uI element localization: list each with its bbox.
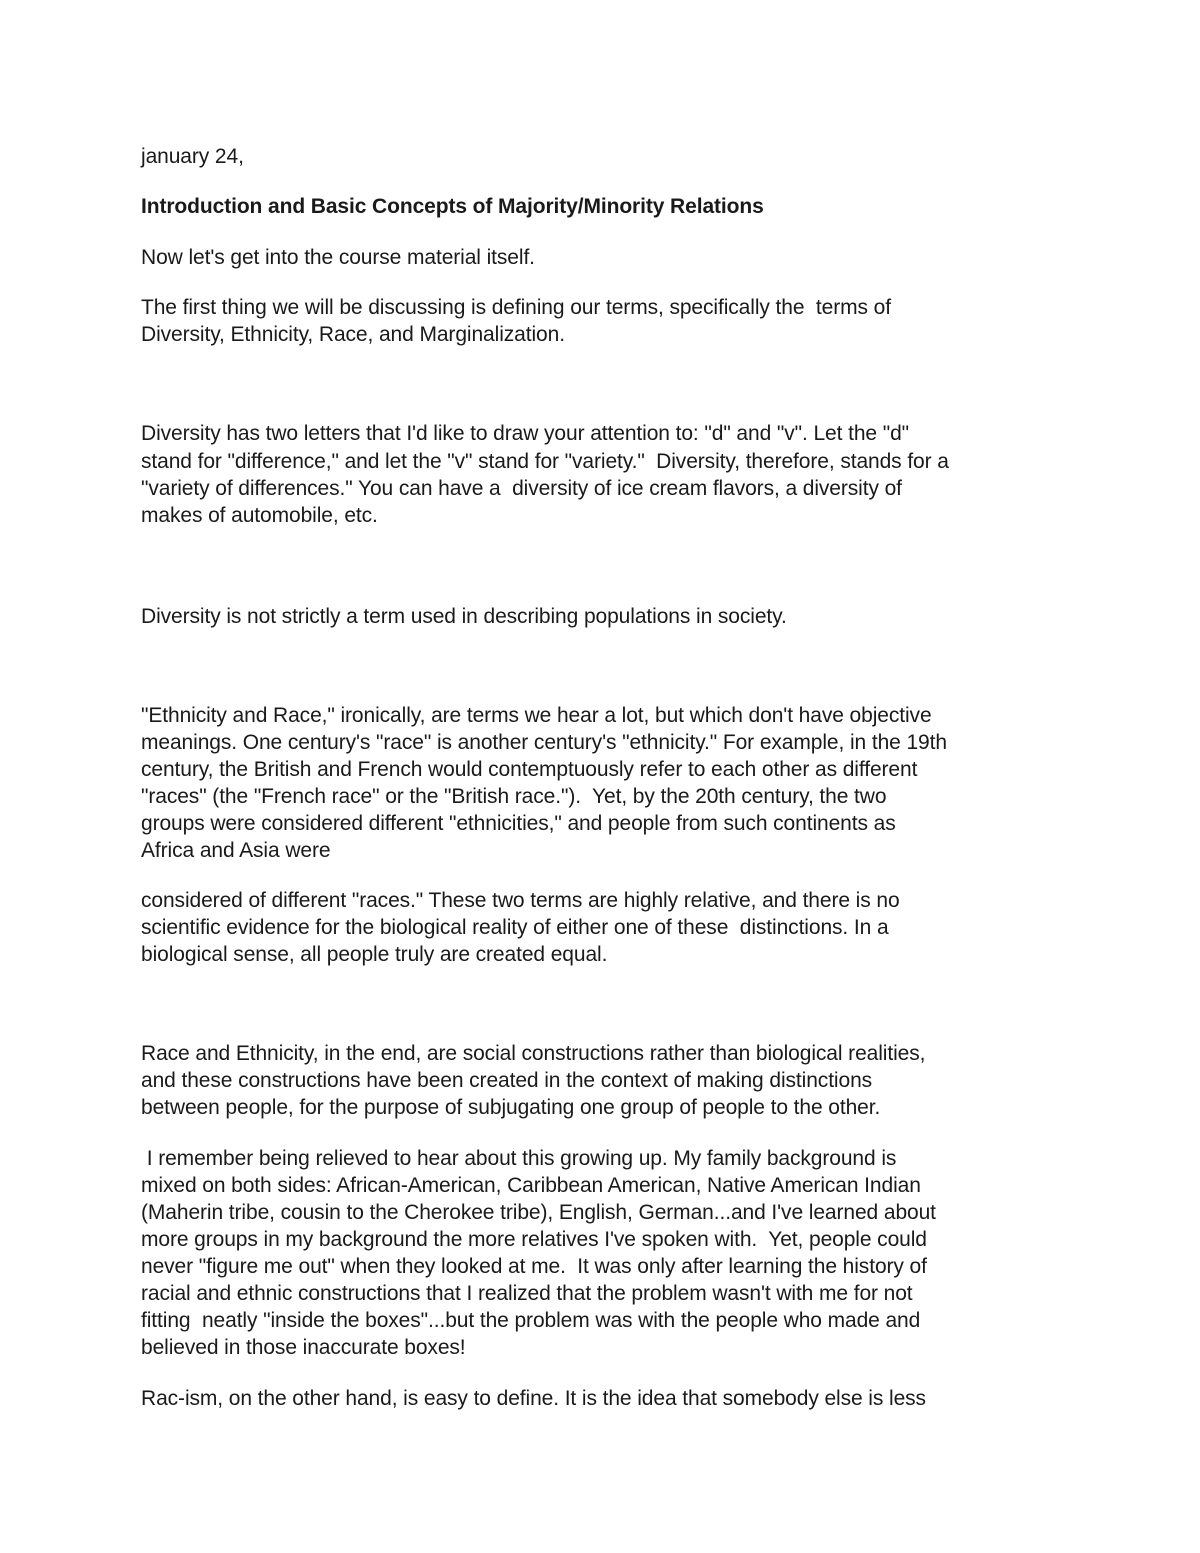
paragraph-line: more groups in my background the more relatives I've spoken with. Yet, people could [141,1228,927,1251]
paragraph-line: scientific evidence for the biological reality of either one of these distinctions. In a [141,916,889,939]
paragraph-line: century, the British and French would contemptuously refer to each other as different [141,758,918,781]
document-title: Introduction and Basic Concepts of Majority/Minority Relations [141,195,764,218]
paragraph-line: "races" (the "French race" or the "British race."). Yet, by the 20th century, the two [141,785,887,808]
paragraph-line: never "figure me out" when they looked at me. It was only after learning the history of [141,1255,927,1278]
paragraph-line: racial and ethnic constructions that I realized that the problem wasn't with me for not [141,1282,913,1305]
paragraph-line: considered of different "races." These two terms are highly relative, and there is no [141,889,900,912]
paragraph-line: Rac-ism, on the other hand, is easy to define. It is the idea that somebody else is less [141,1387,926,1410]
paragraph-line: Diversity, Ethnicity, Race, and Marginalization. [141,323,565,346]
paragraph-line: meanings. One century's "race" is another century's "ethnicity." For example, in the 19th [141,731,947,754]
paragraph-line: groups were considered different "ethnicities," and people from such continents as [141,812,896,835]
paragraph-line: stand for "difference," and let the "v" stand for "variety." Diversity, therefore, stands for a [141,450,949,473]
paragraph-line: and these constructions have been created in the context of making distinctions [141,1069,873,1092]
paragraph-line: "Ethnicity and Race," ironically, are terms we hear a lot, but which don't have objective [141,704,932,727]
paragraph-line: Diversity has two letters that I'd like to draw your attention to: "d" and "v". Let the "d" [141,422,910,445]
paragraph-line: "variety of differences." You can have a diversity of ice cream flavors, a diversity of [141,477,902,500]
paragraph-line: fitting neatly "inside the boxes"...but the problem was with the people who made and [141,1309,921,1332]
paragraph-line: I remember being relieved to hear about this growing up. My family background is [141,1147,897,1170]
document-date: january 24, [141,145,244,168]
paragraph-line: Now let's get into the course material itself. [141,246,535,269]
paragraph-line: makes of automobile, etc. [141,504,378,527]
paragraph-line: believed in those inaccurate boxes! [141,1336,466,1359]
paragraph-line: between people, for the purpose of subjugating one group of people to the other. [141,1096,881,1119]
paragraph-line: Diversity is not strictly a term used in describing populations in society. [141,605,787,628]
paragraph-line: biological sense, all people truly are created equal. [141,943,608,966]
paragraph-line: Africa and Asia were [141,839,331,862]
paragraph-line: The first thing we will be discussing is defining our terms, specifically the terms of [141,296,891,319]
paragraph-line: (Maherin tribe, cousin to the Cherokee tribe), English, German...and I've learned about [141,1201,936,1224]
paragraph-line: Race and Ethnicity, in the end, are social constructions rather than biological realities, [141,1042,926,1065]
paragraph-line: mixed on both sides: African-American, Caribbean American, Native American Indian [141,1174,921,1197]
